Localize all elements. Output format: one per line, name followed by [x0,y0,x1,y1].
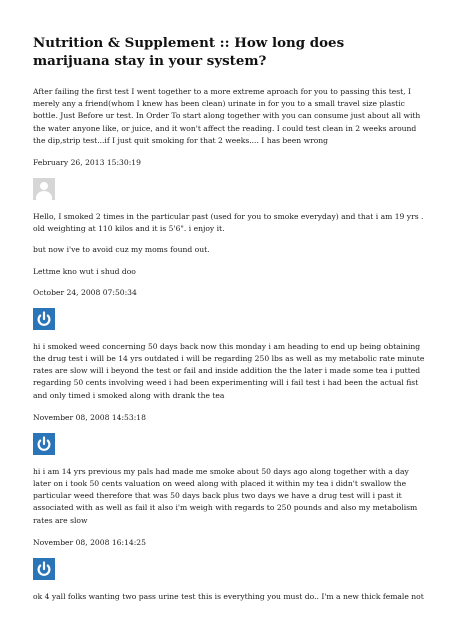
default-user-icon [33,178,55,200]
power-icon [33,433,55,455]
post-body: hi i am 14 yrs previous my pals had made me smoke about 50 days ago along together with a day later on i took 50 cents valuation on weed along with placed it within my tea i didn't swallow the particular weed therefore that was 50 days back plus two days we have a drug test will i past it associated with as well as fail it also i'm weigh with regards to 250 pounds and also my metabolism rates are slow [33,466,418,525]
post-body: Hello, I smoked 2 times in the particular past (used for you to smoke everyday) and that i am 19 yrs . old weighting at 110 kilos and it is 5'6". i enjoy it. [33,212,424,234]
power-icon [33,558,55,580]
post-body: but now i've to avoid cuz my moms found out. [33,245,210,255]
post-date: February 26, 2013 15:30:19 [33,158,141,168]
post-body: hi i smoked weed concerning 50 days back now this monday i am heading to end up being obtaining the drug test i will be 14 yrs outdated i will be regarding 250 lbs as well as my metabolic rate minute rates are slow will i beyond the test or fail and inside addition the the later i made some tea i putted regarding 50 cents involving weed i had been experimenting will i fail test i had been the actual fist and only timed i smoked along with drank the tea [33,341,425,400]
page-content [33,34,425,613]
post-date: November 08, 2008 16:14:25 [33,537,146,547]
post-body: ok 4 yall folks wanting two pass urine test this is everything you must do.. I'm a new thick female not [33,591,424,601]
post-date: October 24, 2008 07:50:34 [33,287,137,297]
power-icon [33,308,55,330]
post-date: November 08, 2008 14:53:18 [33,412,146,422]
page-title: Nutrition & Supplement :: How long does marijuana stay in your system? [33,35,345,69]
post-body: Lettme kno wut i shud doo [33,266,136,276]
post-body: After failing the first test I went together to a more extreme aproach for you to passing this test, I merely any a friend(whom I knew has been clean) urinate in for you to a small travel size plastic bottle. Just Before ur test. In Order To start along together with you can consume just about all with the water anyone like, or juice, and it won't affect the reading. I could test clean in 2 weeks around the dip,strip test...if I just quit smoking for that 2 weeks.... I has been wrong [33,87,421,145]
